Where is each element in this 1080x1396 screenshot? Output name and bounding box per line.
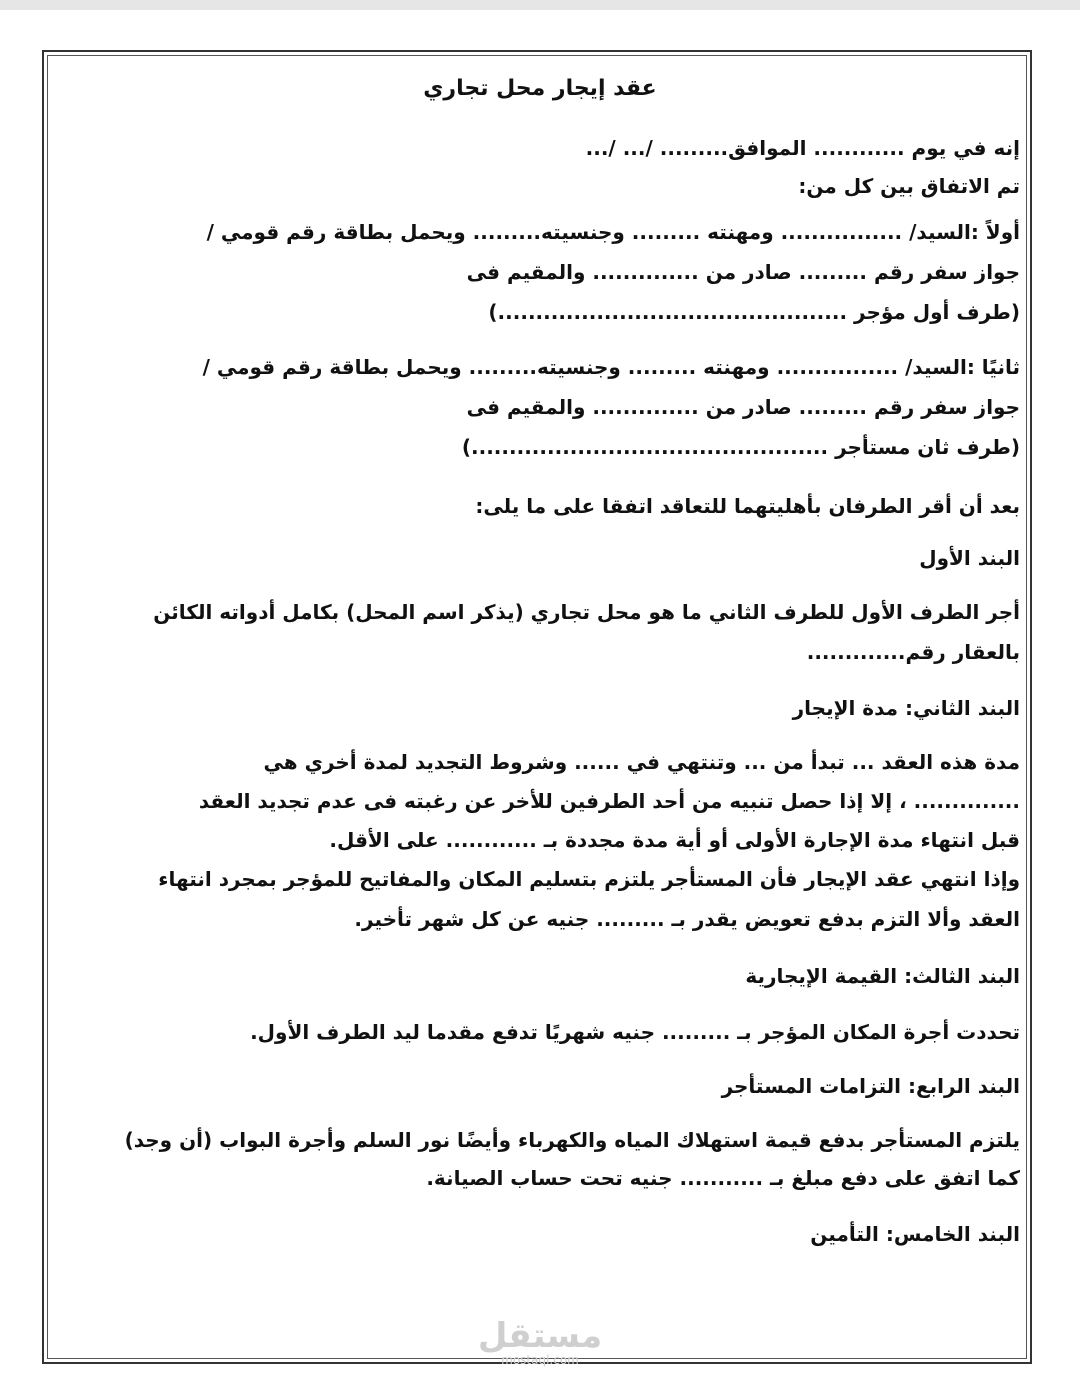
mostaql-watermark bbox=[470, 1318, 610, 1366]
clause-3-heading: البند الثالث: القيمة الإيجارية bbox=[745, 964, 1020, 988]
clause-3-text-line: تحددت أجرة المكان المؤجر بـ ......... جنيه شهريًا تدفع مقدما ليد الطرف الأول. bbox=[250, 1020, 1020, 1044]
watermark-domain: mostaql.com bbox=[501, 1353, 579, 1367]
page-title: عقد إيجار محل تجاري bbox=[423, 76, 657, 101]
clause-2-heading: البند الثاني: مدة الإيجار bbox=[792, 696, 1020, 720]
top-strip bbox=[0, 0, 1080, 10]
second-party-name-line: ثانيًا :السيد/ ................ ومهنته ......... وجنسيته......... ويحمل بطاقة رقم قومي / bbox=[202, 355, 1020, 379]
clause-4-text-line: يلتزم المستأجر بدفع قيمة استهلاك المياه والكهرباء وأيضًا نور السلم وأجرة البواب (أن وجد) bbox=[124, 1128, 1020, 1152]
watermark-brand: مستقل bbox=[477, 1316, 603, 1356]
clause-1-text-line: أجر الطرف الأول للطرف الثاني ما هو محل تجاري (يذكر اسم المحل) بكامل أدواته الكائن bbox=[153, 600, 1020, 624]
clause-2-text-line: قبل انتهاء مدة الإجارة الأولى أو أية مدة مجددة بـ ............ على الأقل. bbox=[329, 828, 1020, 852]
agreement-intro: تم الاتفاق بين كل من: bbox=[798, 174, 1020, 198]
second-party-role-line: (طرف ثان مستأجر ...............................................) bbox=[461, 435, 1020, 459]
clause-2-text-line: العقد وألا التزم بدفع تعويض يقدر بـ ......... جنيه عن كل شهر تأخير. bbox=[354, 907, 1020, 931]
clause-2-text-line: .............. ، إلا إذا حصل تنبيه من أحد الطرفين للأخر عن رغبته فى عدم تجديد العقد bbox=[198, 789, 1020, 813]
second-party-passport-line: جواز سفر رقم ......... صادر من .............. والمقيم فى bbox=[466, 395, 1020, 419]
first-party-passport-line: جواز سفر رقم ......... صادر من .............. والمقيم فى bbox=[466, 260, 1020, 284]
clause-1-text-line: بالعقار رقم............. bbox=[806, 640, 1020, 664]
clause-2-text-line: وإذا انتهي عقد الإيجار فأن المستأجر يلتزم بتسليم المكان والمفاتيح للمؤجر بمجرد انتهاء bbox=[158, 867, 1020, 891]
clause-5-heading: البند الخامس: التأمين bbox=[810, 1222, 1020, 1246]
first-party-role-line: (طرف أول مؤجر ..............................................) bbox=[488, 300, 1020, 324]
clause-4-heading: البند الرابع: التزامات المستأجر bbox=[721, 1074, 1020, 1098]
clause-1-heading: البند الأول bbox=[919, 546, 1020, 570]
contract-date-line: إنه في يوم ............ الموافق......... /... /... bbox=[585, 136, 1020, 160]
parties-agreement-line: بعد أن أقر الطرفان بأهليتهما للتعاقد اتفقا على ما يلى: bbox=[475, 494, 1020, 518]
clause-2-text-line: مدة هذه العقد ... تبدأ من ... وتنتهي في ...... وشروط التجديد لمدة أخري هي bbox=[263, 750, 1020, 774]
first-party-name-line: أولاً :السيد/ ................ ومهنته ......... وجنسيته......... ويحمل بطاقة رقم قومي / bbox=[206, 220, 1020, 244]
clause-4-text-line: كما اتفق على دفع مبلغ بـ ........... جنيه تحت حساب الصيانة. bbox=[426, 1166, 1020, 1190]
